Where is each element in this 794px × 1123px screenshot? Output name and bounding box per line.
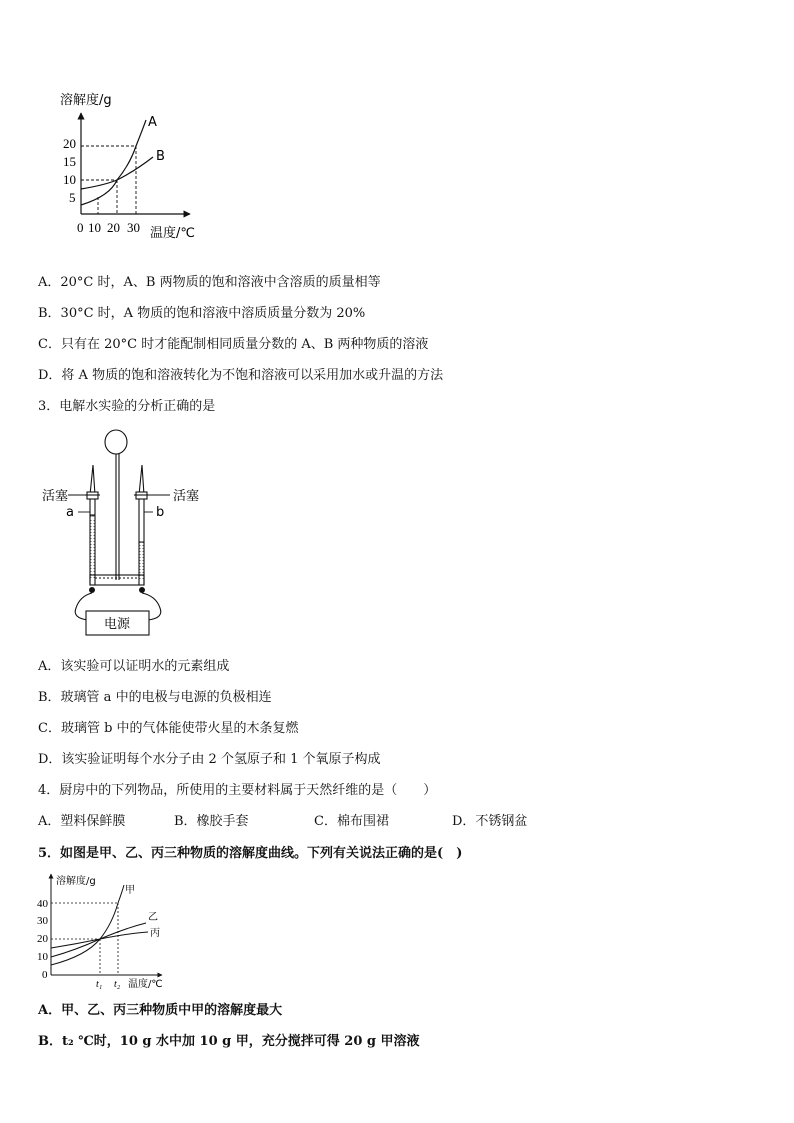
q2-curve-B bbox=[81, 157, 153, 189]
stopcock-left bbox=[85, 492, 100, 499]
stopcock-label-right: 活塞 bbox=[173, 489, 200, 504]
q2-y-tick-15: 15 bbox=[63, 154, 76, 169]
q4-title: 4．厨房中的下列物品，所使用的主要材料属于天然纤维的是（ ） bbox=[38, 783, 437, 798]
q5-y-tick-0: 0 bbox=[42, 969, 48, 981]
funnel-reservoir bbox=[105, 430, 127, 580]
electrode-b bbox=[139, 587, 145, 593]
q5-solubility-chart bbox=[36, 868, 176, 993]
q5-y-tick-40: 40 bbox=[37, 898, 48, 910]
q5-y-axis-label: 溶解度/g bbox=[56, 876, 96, 887]
q4-option-a: A．塑料保鲜膜 bbox=[38, 814, 126, 829]
q2-x-axis-label: 温度/℃ bbox=[150, 226, 195, 241]
q5-option-a: A．甲、乙、丙三种物质中甲的溶解度最大 bbox=[38, 1003, 283, 1018]
q3-option-d: D．该实验证明每个水分子由 2 个氢原子和 1 个氧原子构成 bbox=[38, 752, 381, 767]
q2-y-axis-label: 溶解度/g bbox=[60, 93, 112, 108]
q2-option-a: A．20°C 时，A、B 两物质的饱和溶液中含溶质的质量相等 bbox=[38, 275, 381, 290]
q5-curve-yi bbox=[51, 923, 146, 957]
q4-options-row bbox=[38, 810, 598, 828]
q5-y-tick-10: 10 bbox=[37, 951, 48, 963]
q2-dashed-guides bbox=[81, 146, 136, 214]
q2-y-tick-5: 5 bbox=[69, 190, 76, 205]
q5-title: 5．如图是甲、乙、丙三种物质的溶解度曲线。下列有关说法正确的是( ) bbox=[38, 846, 463, 861]
q3-option-b: B．玻璃管 a 中的电极与电源的负极相连 bbox=[38, 690, 272, 705]
q2-solubility-chart bbox=[50, 86, 210, 246]
q5-x-tick-t2: t₂ bbox=[114, 979, 121, 990]
q2-series-label-B: B bbox=[156, 149, 165, 164]
q5-series-label-yi: 乙 bbox=[148, 912, 158, 923]
q2-x-tick-10: 10 bbox=[88, 220, 101, 235]
q5-y-tick-30: 30 bbox=[37, 915, 48, 927]
tube-b-label: b bbox=[156, 505, 165, 520]
stopcock-right bbox=[134, 492, 149, 499]
electrode-a bbox=[89, 587, 95, 593]
q2-option-b: B．30°C 时，A 物质的饱和溶液中溶质质量分数为 20% bbox=[38, 306, 366, 321]
stopcock-label-left: 活塞 bbox=[42, 489, 69, 504]
q5-dashed-guides bbox=[51, 903, 118, 975]
q5-series-label-bing: 丙 bbox=[150, 928, 160, 939]
q2-option-c: C．只有在 20°C 时才能配制相同质量分数的 A、B 两种物质的溶液 bbox=[38, 337, 429, 352]
power-supply-label: 电源 bbox=[104, 617, 131, 632]
q3-electrolysis-figure bbox=[38, 420, 218, 645]
q5-y-tick-20: 20 bbox=[37, 933, 48, 945]
q2-x-tick-0: 0 bbox=[77, 220, 84, 235]
q4-option-d: D．不锈钢盆 bbox=[452, 814, 528, 829]
q2-y-tick-10: 10 bbox=[63, 172, 76, 187]
q5-curve-jia bbox=[51, 885, 124, 965]
q4-option-b: B．橡胶手套 bbox=[174, 814, 249, 829]
q5-option-b: B．t₂ ℃时，10 g 水中加 10 g 甲，充分搅拌可得 20 g 甲溶液 bbox=[38, 1034, 420, 1049]
q2-option-d: D．将 A 物质的饱和溶液转化为不饱和溶液可以采用加水或升温的方法 bbox=[38, 368, 444, 383]
q4-option-c: C．棉布围裙 bbox=[314, 814, 389, 829]
q5-series-label-jia: 甲 bbox=[125, 885, 135, 896]
base-connector bbox=[90, 575, 144, 585]
q3-option-a: A．该实验可以证明水的元素组成 bbox=[38, 659, 230, 674]
q3-option-c: C．玻璃管 b 中的气体能使带火星的木条复燃 bbox=[38, 721, 299, 736]
tube-a-label: a bbox=[66, 505, 74, 520]
q2-x-tick-30: 30 bbox=[127, 220, 140, 235]
q3-title: 3．电解水实验的分析正确的是 bbox=[38, 399, 216, 414]
q2-x-tick-20: 20 bbox=[107, 220, 120, 235]
q5-x-axis-label: 温度/℃ bbox=[128, 979, 163, 990]
q2-y-tick-20: 20 bbox=[63, 136, 76, 151]
q2-series-label-A: A bbox=[148, 115, 157, 130]
tube-a bbox=[90, 465, 95, 585]
q5-x-tick-t1: t₁ bbox=[96, 979, 103, 990]
